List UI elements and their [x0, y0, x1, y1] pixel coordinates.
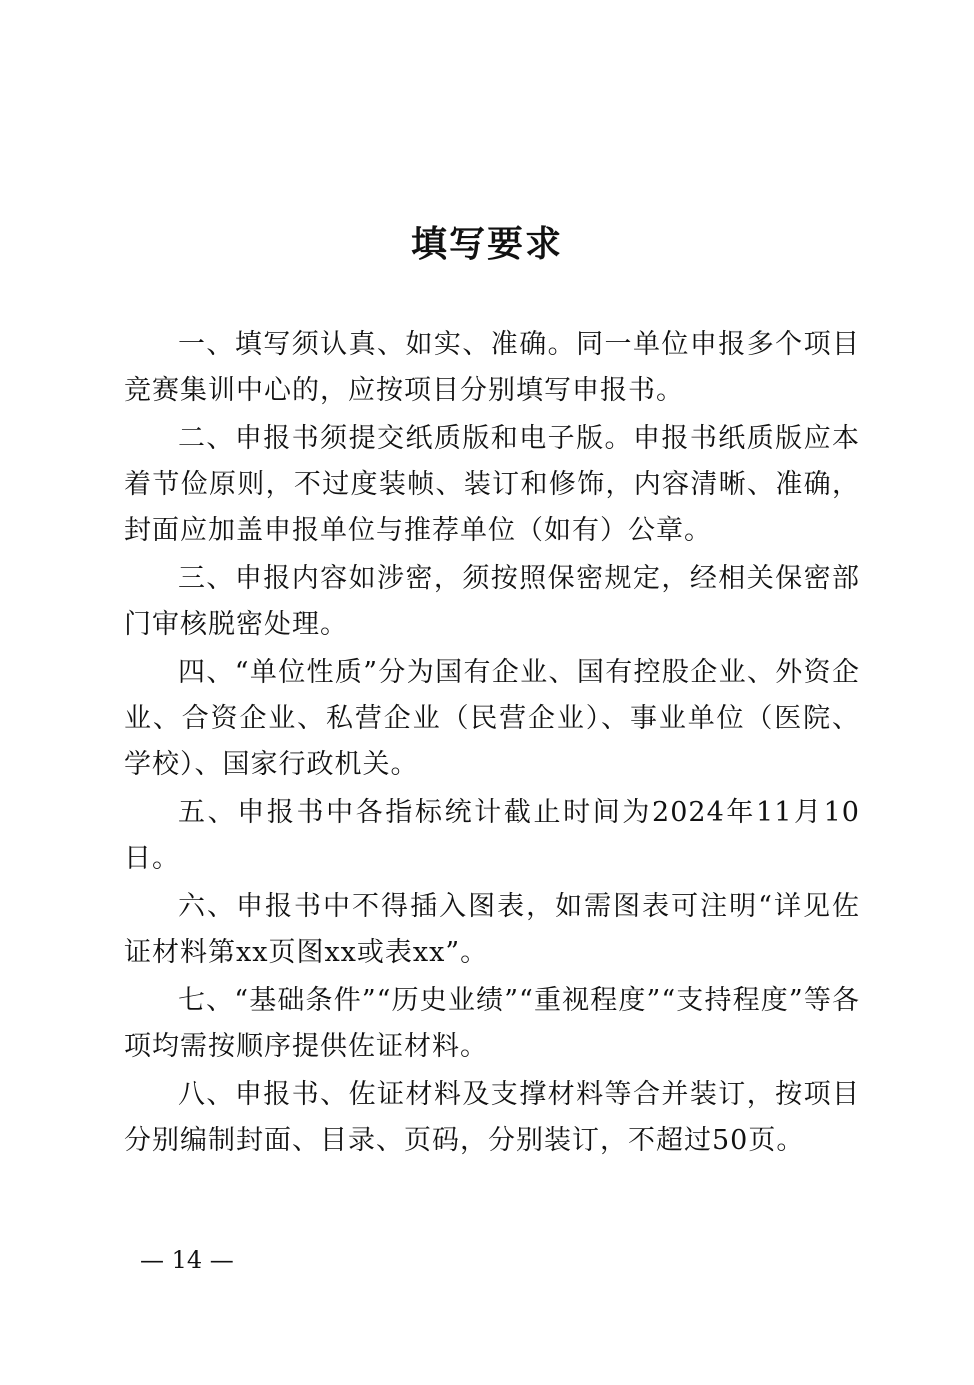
requirement-paragraph-7: 七、“基础条件”“历史业绩”“重视程度”“支持程度”等各项均需按顺序提供佐证材料。 — [124, 985, 860, 1062]
requirement-paragraph-4: 四、“单位性质”分为国有企业、国有控股企业、外资企业、合资企业、私营企业（民营企业）、事业单位（医院、学校）、国家行政机关。 — [124, 657, 860, 780]
requirements-body — [124, 322, 860, 1166]
requirement-paragraph-6: 六、申报书中不得插入图表，如需图表可注明“详见佐证材料第xx页图xx或表xx”。 — [124, 891, 860, 968]
requirement-paragraph-1: 一、填写须认真、如实、准确。同一单位申报多个项目竞赛集训中心的，应按项目分别填写申报书。 — [124, 329, 860, 406]
page-title: 填写要求 — [410, 223, 563, 265]
requirement-paragraph-2: 二、申报书须提交纸质版和电子版。申报书纸质版应本着节俭原则，不过度装帧、装订和修饰，内容清晰、准确，封面应加盖申报单位与推荐单位（如有）公章。 — [124, 423, 860, 546]
requirement-paragraph-8: 八、申报书、佐证材料及支撑材料等合并装订，按项目分别编制封面、目录、页码，分别装订，不超过50页。 — [124, 1079, 860, 1156]
requirement-paragraph-3: 三、申报内容如涉密，须按照保密规定，经相关保密部门审核脱密处理。 — [124, 563, 860, 640]
page-number: — 14 — — [140, 1246, 234, 1274]
requirement-paragraph-5: 五、申报书中各指标统计截止时间为2024年11月10日。 — [124, 797, 860, 874]
